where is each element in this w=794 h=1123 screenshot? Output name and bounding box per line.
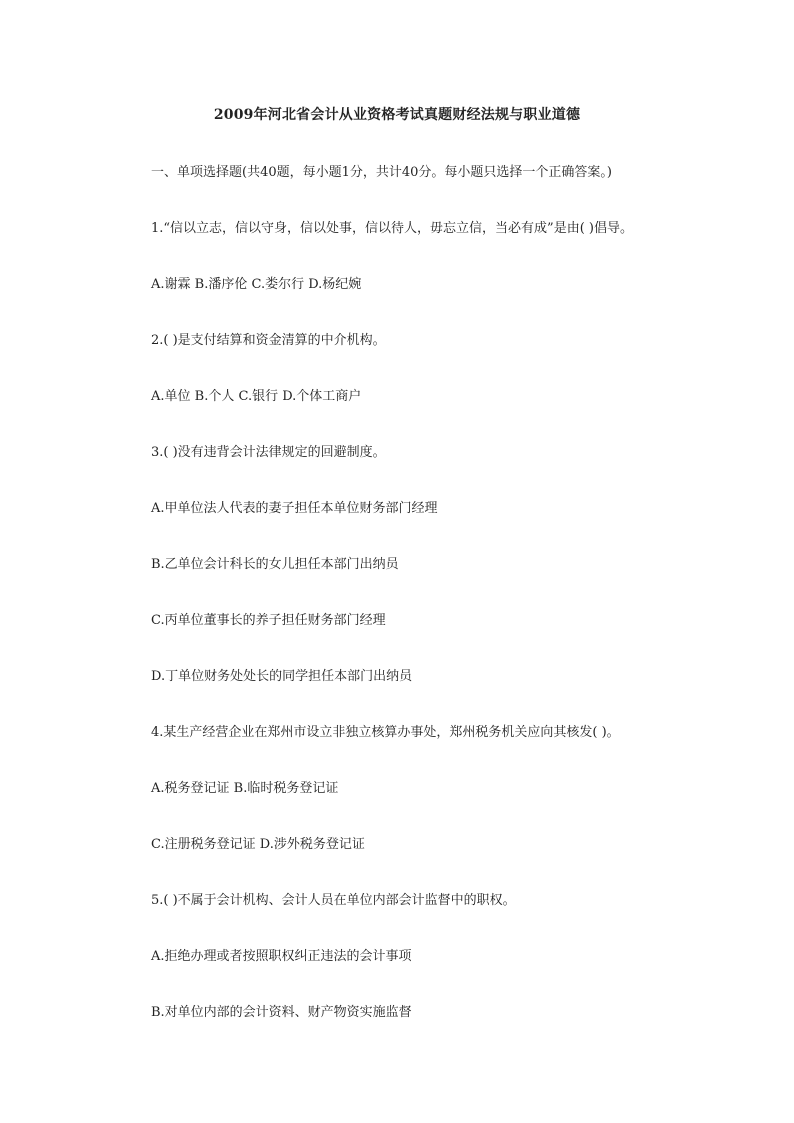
section-heading: 一、单项选择题(共40题，每小题1分，共计40分。每小题只选择一个正确答案。) [151,165,612,180]
question-2-options: A.单位 B.个人 C.银行 D.个体工商户 [151,389,362,404]
question-1-stem: 1.“信以立志，信以守身，信以处事，信以待人，毋忘立信，当必有成”是由( )倡导。 [151,221,633,236]
question-4-options-ab: A.税务登记证 B.临时税务登记证 [151,781,339,796]
question-3-option-d: D.丁单位财务处处长的同学担任本部门出纳员 [151,669,413,684]
question-5-stem: 5.( )不属于会计机构、会计人员在单位内部会计监督中的职权。 [151,893,516,908]
question-3-stem: 3.( )没有违背会计法律规定的回避制度。 [151,445,386,460]
question-2-stem: 2.( )是支付结算和资金清算的中介机构。 [151,333,386,348]
question-4-options-cd: C.注册税务登记证 D.涉外税务登记证 [151,837,365,852]
question-3-option-b: B.乙单位会计科长的女儿担任本部门出纳员 [151,557,399,572]
question-5-option-a: A.拒绝办理或者按照职权纠正违法的会计事项 [151,949,412,964]
question-5-option-b: B.对单位内部的会计资料、财产物资实施监督 [151,1005,412,1020]
question-3-option-c: C.丙单位董事长的养子担任财务部门经理 [151,613,386,628]
question-4-stem: 4.某生产经营企业在郑州市设立非独立核算办事处，郑州税务机关应向其核发( )。 [151,725,620,740]
question-3-option-a: A.甲单位法人代表的妻子担任本单位财务部门经理 [151,501,438,516]
document-title: 2009年河北省会计从业资格考试真题财经法规与职业道德 [213,107,581,123]
question-1-options: A.谢霖 B.潘序伦 C.娄尔行 D.杨纪婉 [151,277,362,292]
